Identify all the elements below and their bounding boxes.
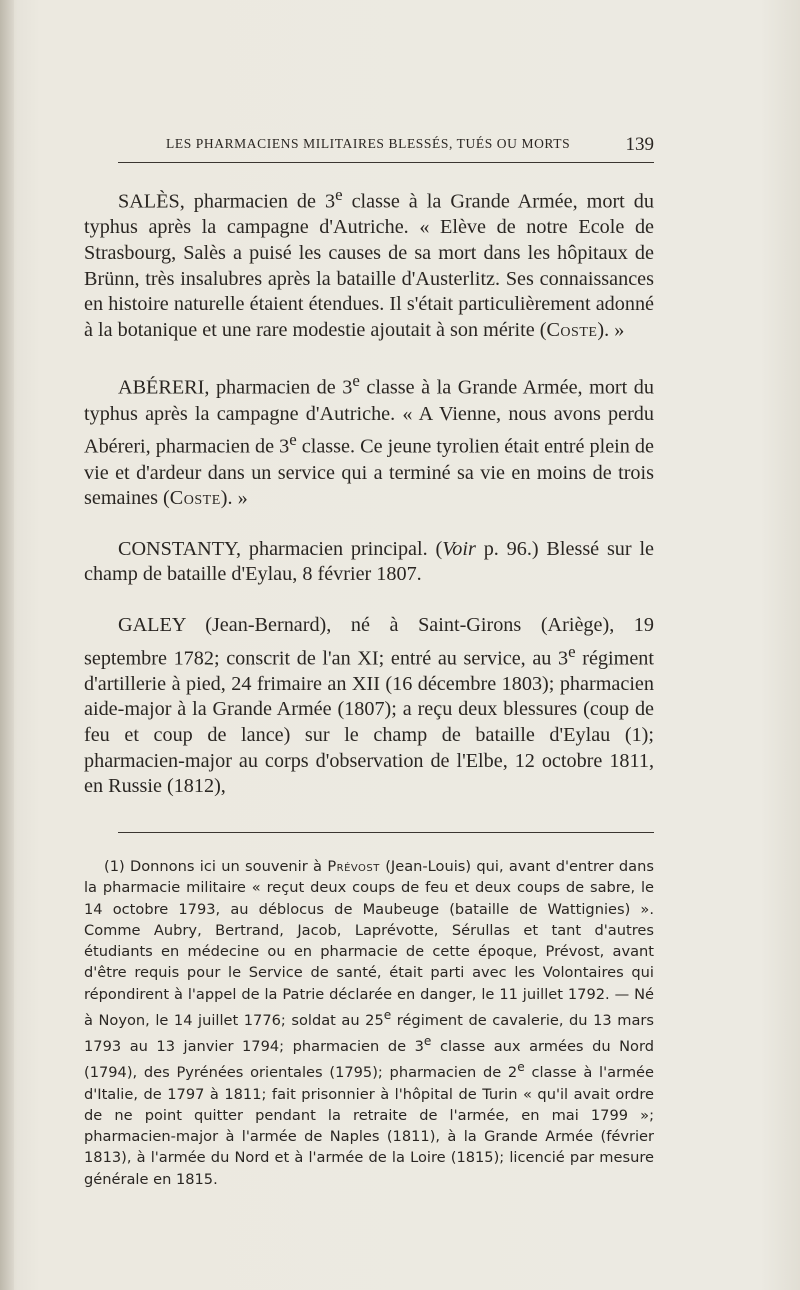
entry-constanty: CONSTANTY, pharmacien principal. (Voir p. 96.) Blessé sur le champ de bataille d'Eylau, 8 février 1807. bbox=[84, 537, 655, 586]
entry-sales: SALÈS, pharmacien de 3e classe à la Grande Armée, mort du typhus après la campagne d'Autriche. « Elève de notre Ecole de Strasbourg, Salès a puisé les causes de sa mort dans les hôpitaux de Brünn, très insalubres après la bataille d'Austerlitz. Ses connaissances en histoire naturelle étaient étendues. Il s'était particulièrement adonné à la botanique et une rare modestie ajoutait à son mérite (Coste). » bbox=[84, 185, 654, 341]
running-title: LES PHARMACIENS MILITAIRES BLESSÉS, TUÉS OU MORTS bbox=[166, 136, 571, 151]
page-number: 139 bbox=[625, 134, 654, 155]
entry-abereri: ABÉRERI, pharmacien de 3e classe à la Grande Armée, mort du typhus après la campagne d'Autriche. « A Vienne, nous avons perdu Abéreri, pharmacien de 3e classe. Ce jeune tyrolien était entré plein de vie et d'ardeur dans un service qui a terminé sa vie en moins de trois semaines (Coste). » bbox=[84, 371, 654, 510]
footnote-rule bbox=[118, 832, 654, 833]
main-text bbox=[84, 182, 654, 825]
header-rule bbox=[118, 162, 654, 163]
binding-shadow bbox=[0, 0, 14, 1290]
entry-galey: GALEY (Jean-Bernard), né à Saint-Girons (Ariège), 19 septembre 1782; conscrit de l'an XI; entré au service, au 3e régiment d'artillerie à pied, 24 frimaire an XII (16 décembre 1803); pharmacien aide-major à la Grande Armée (1807); a reçu deux blessures (coup de feu et coup de lance) sur le champ de bataille d'Eylau (1); pharmacien-major au corps d'observation de l'Elbe, 12 octobre 1811, en Russie (1812), bbox=[84, 613, 654, 798]
footnote: (1) Donnons ici un souvenir à Prévost (Jean-Louis) qui, avant d'entrer dans la pharmacie militaire « reçut deux coups de feu et deux coups de sabre, le 14 octobre 1793, au déblocus de Maubeuge (bataille de Wattignies) ». Comme Aubry, Bertrand, Jacob, Laprévotte, Sérullas et tant d'autres étudiants en médecine ou en pharmacie de cette époque, Prévost, avant d'être requis pour le Service de santé, était parti avec les Volontaires qui répondirent à l'appel de la Patrie déclarée en danger, le 11 juillet 1792. — Né à Noyon, le 14 juillet 1776; soldat au 25e régiment de cavalerie, du 13 mars 1793 au 13 janvier 1794; pharmacien de 3e classe aux armées du Nord (1794), des Pyrénées orientales (1795); pharmacien de 2e classe à l'armée d'Italie, de 1797 à 1811; fait prisonnier à l'hôpital de Turin « qu'il avait ordre de ne point quitter pendant la retraite de l'armée, en mai 1799 »; pharmacien-major à l'armée de Naples (1811), à la Grande Armée (février 1813), à l'armée du Nord et à l'armée de la Loire (1815); licencié par mesure générale en 1815. bbox=[84, 858, 654, 1188]
page-header bbox=[118, 134, 654, 156]
